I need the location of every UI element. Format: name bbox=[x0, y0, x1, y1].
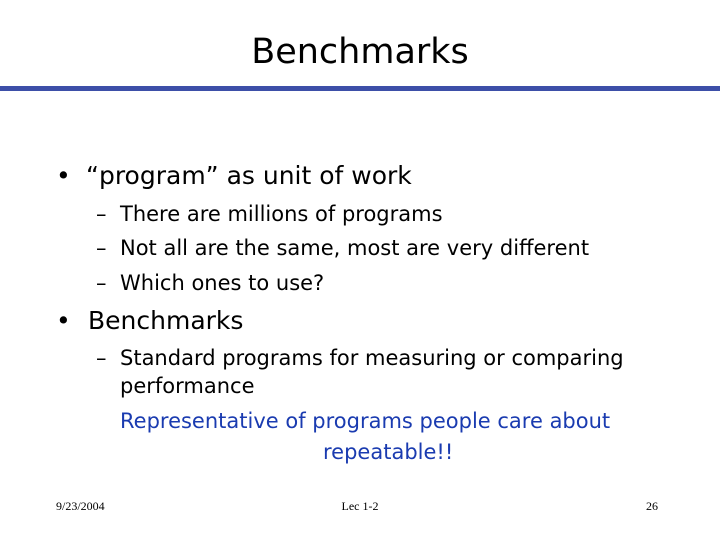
bullet-marker: • bbox=[56, 161, 71, 190]
accent-text-continued: repeatable!! bbox=[323, 440, 454, 464]
subitem-text: There are millions of programs bbox=[120, 202, 443, 226]
dash-marker: – bbox=[96, 202, 107, 226]
dash-marker: – bbox=[96, 271, 107, 295]
footer-page-number: 26 bbox=[646, 499, 658, 513]
dash-marker: – bbox=[96, 236, 107, 260]
subitem-text: Not all are the same, most are very different bbox=[120, 236, 590, 260]
subitem-text: Standard programs for measuring or comparing bbox=[120, 346, 624, 370]
subitem-text-continued: performance bbox=[120, 374, 255, 398]
bullet-text: Benchmarks bbox=[88, 306, 244, 335]
accent-text: Representative of programs people care about bbox=[120, 409, 611, 433]
dash-marker: – bbox=[96, 346, 107, 370]
bullet-marker: • bbox=[56, 306, 71, 335]
footer-date: 9/23/2004 bbox=[56, 499, 105, 513]
footer-lecture: Lec 1-2 bbox=[341, 499, 379, 513]
slide-title: Benchmarks bbox=[251, 32, 469, 72]
title-underline bbox=[0, 86, 720, 91]
subitem-text: Which ones to use? bbox=[120, 271, 325, 295]
bullet-text: “program” as unit of work bbox=[86, 161, 412, 190]
